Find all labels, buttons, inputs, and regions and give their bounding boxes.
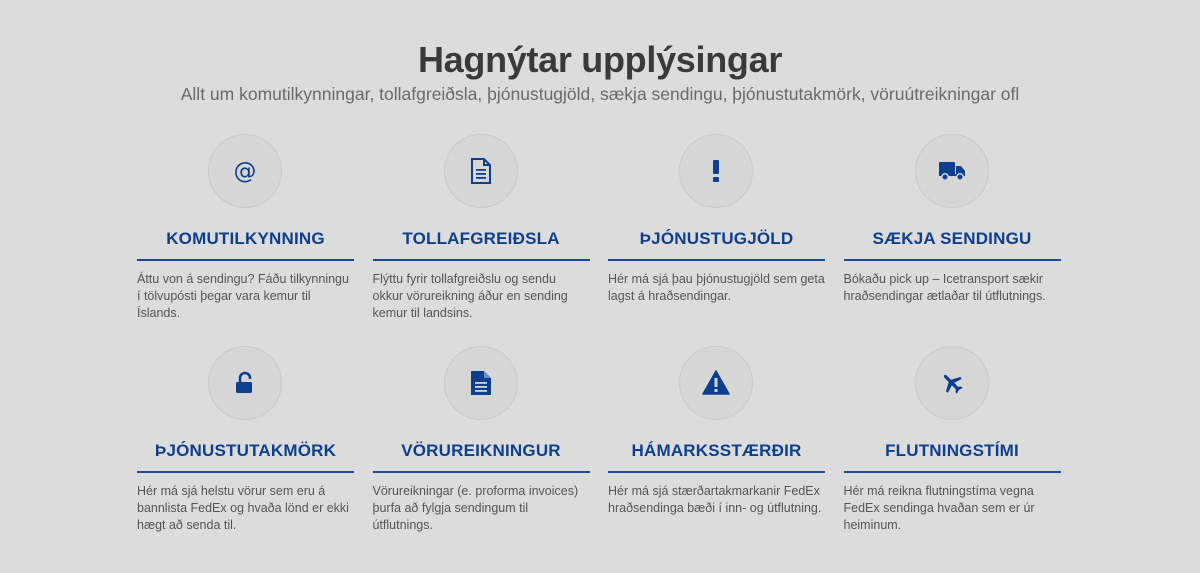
card-thjonustugjold[interactable] [608,134,825,346]
card-description: Hér má reikna flutningstíma vegna FedEx sendinga hvaðan sem er úr heiminum. [843,484,1035,532]
card-description: Áttu von á sendingu? Fáðu tilkynningu í tölvupósti þegar vara kemur til Íslands. [137,272,349,320]
card-title[interactable]: SÆKJA SENDINGU [872,229,1032,248]
card-title[interactable]: ÞJÓNUSTUGJÖLD [639,229,794,248]
page-header [0,0,1200,107]
card-thjonustutakmork[interactable] [137,346,354,558]
divider [844,259,1061,261]
card-tollafgreidsla[interactable] [373,134,590,346]
card-description: Hér má sjá stærðartakmarkanir FedEx hraðsendinga bæði í inn- og útflutning. [608,484,822,515]
card-saekja-sendingu[interactable] [844,134,1061,346]
divider [373,471,590,473]
divider [137,259,354,261]
card-description: Bókaðu pick up – Icetransport sækir hraðsendingar ætlaðar til útflutnings. [843,272,1046,303]
card-description: Flýttu fyrir tollafgreiðslu og sendu okkur vörureikning áður en sending kemur til landsins. [372,272,568,320]
card-title[interactable]: HÁMARKSSTÆRÐIR [631,441,802,460]
divider [844,471,1061,473]
document-outline-icon[interactable] [444,134,518,208]
card-title[interactable]: KOMUTILKYNNING [166,229,325,248]
card-description: Vörureikningar (e. proforma invoices) þurfa að fylgja sendingum til útflutnings. [372,484,579,532]
warning-icon[interactable] [679,346,753,420]
card-vorureikningur[interactable] [373,346,590,558]
divider [137,471,354,473]
card-komutilkynning[interactable] [137,134,354,346]
divider [608,259,825,261]
card-title[interactable]: VÖRUREIKNINGUR [401,441,561,460]
card-description: Hér má sjá þau þjónustugjöld sem geta lagst á hraðsendingar. [608,272,825,303]
info-grid [137,134,1061,558]
card-title[interactable]: FLUTNINGSTÍMI [885,441,1019,460]
divider [608,471,825,473]
exclamation-icon[interactable] [679,134,753,208]
svg-text:@: @ [233,158,257,184]
unlock-icon[interactable] [208,346,282,420]
page-title: Hagnýtar upplýsingar [417,39,783,80]
card-flutningstimi[interactable] [844,346,1061,558]
divider [373,259,590,261]
document-filled-icon[interactable] [444,346,518,420]
page-subtitle: Allt um komutilkynningar, tollafgreiðsla, þjónustugjöld, sækja sendingu, þjónustutakmörk, vöruútreikningar ofl [180,84,1020,104]
card-title[interactable]: ÞJÓNUSTUTAKMÖRK [154,441,337,460]
at-icon[interactable] [208,134,282,208]
truck-icon[interactable] [915,134,989,208]
plane-icon[interactable] [915,346,989,420]
card-title[interactable]: TOLLAFGREIÐSLA [402,229,560,248]
card-hamarksstaerdir[interactable] [608,346,825,558]
card-description: Hér má sjá helstu vörur sem eru á bannlista FedEx og hvaða lönd er ekki hægt að senda til. [137,484,349,532]
